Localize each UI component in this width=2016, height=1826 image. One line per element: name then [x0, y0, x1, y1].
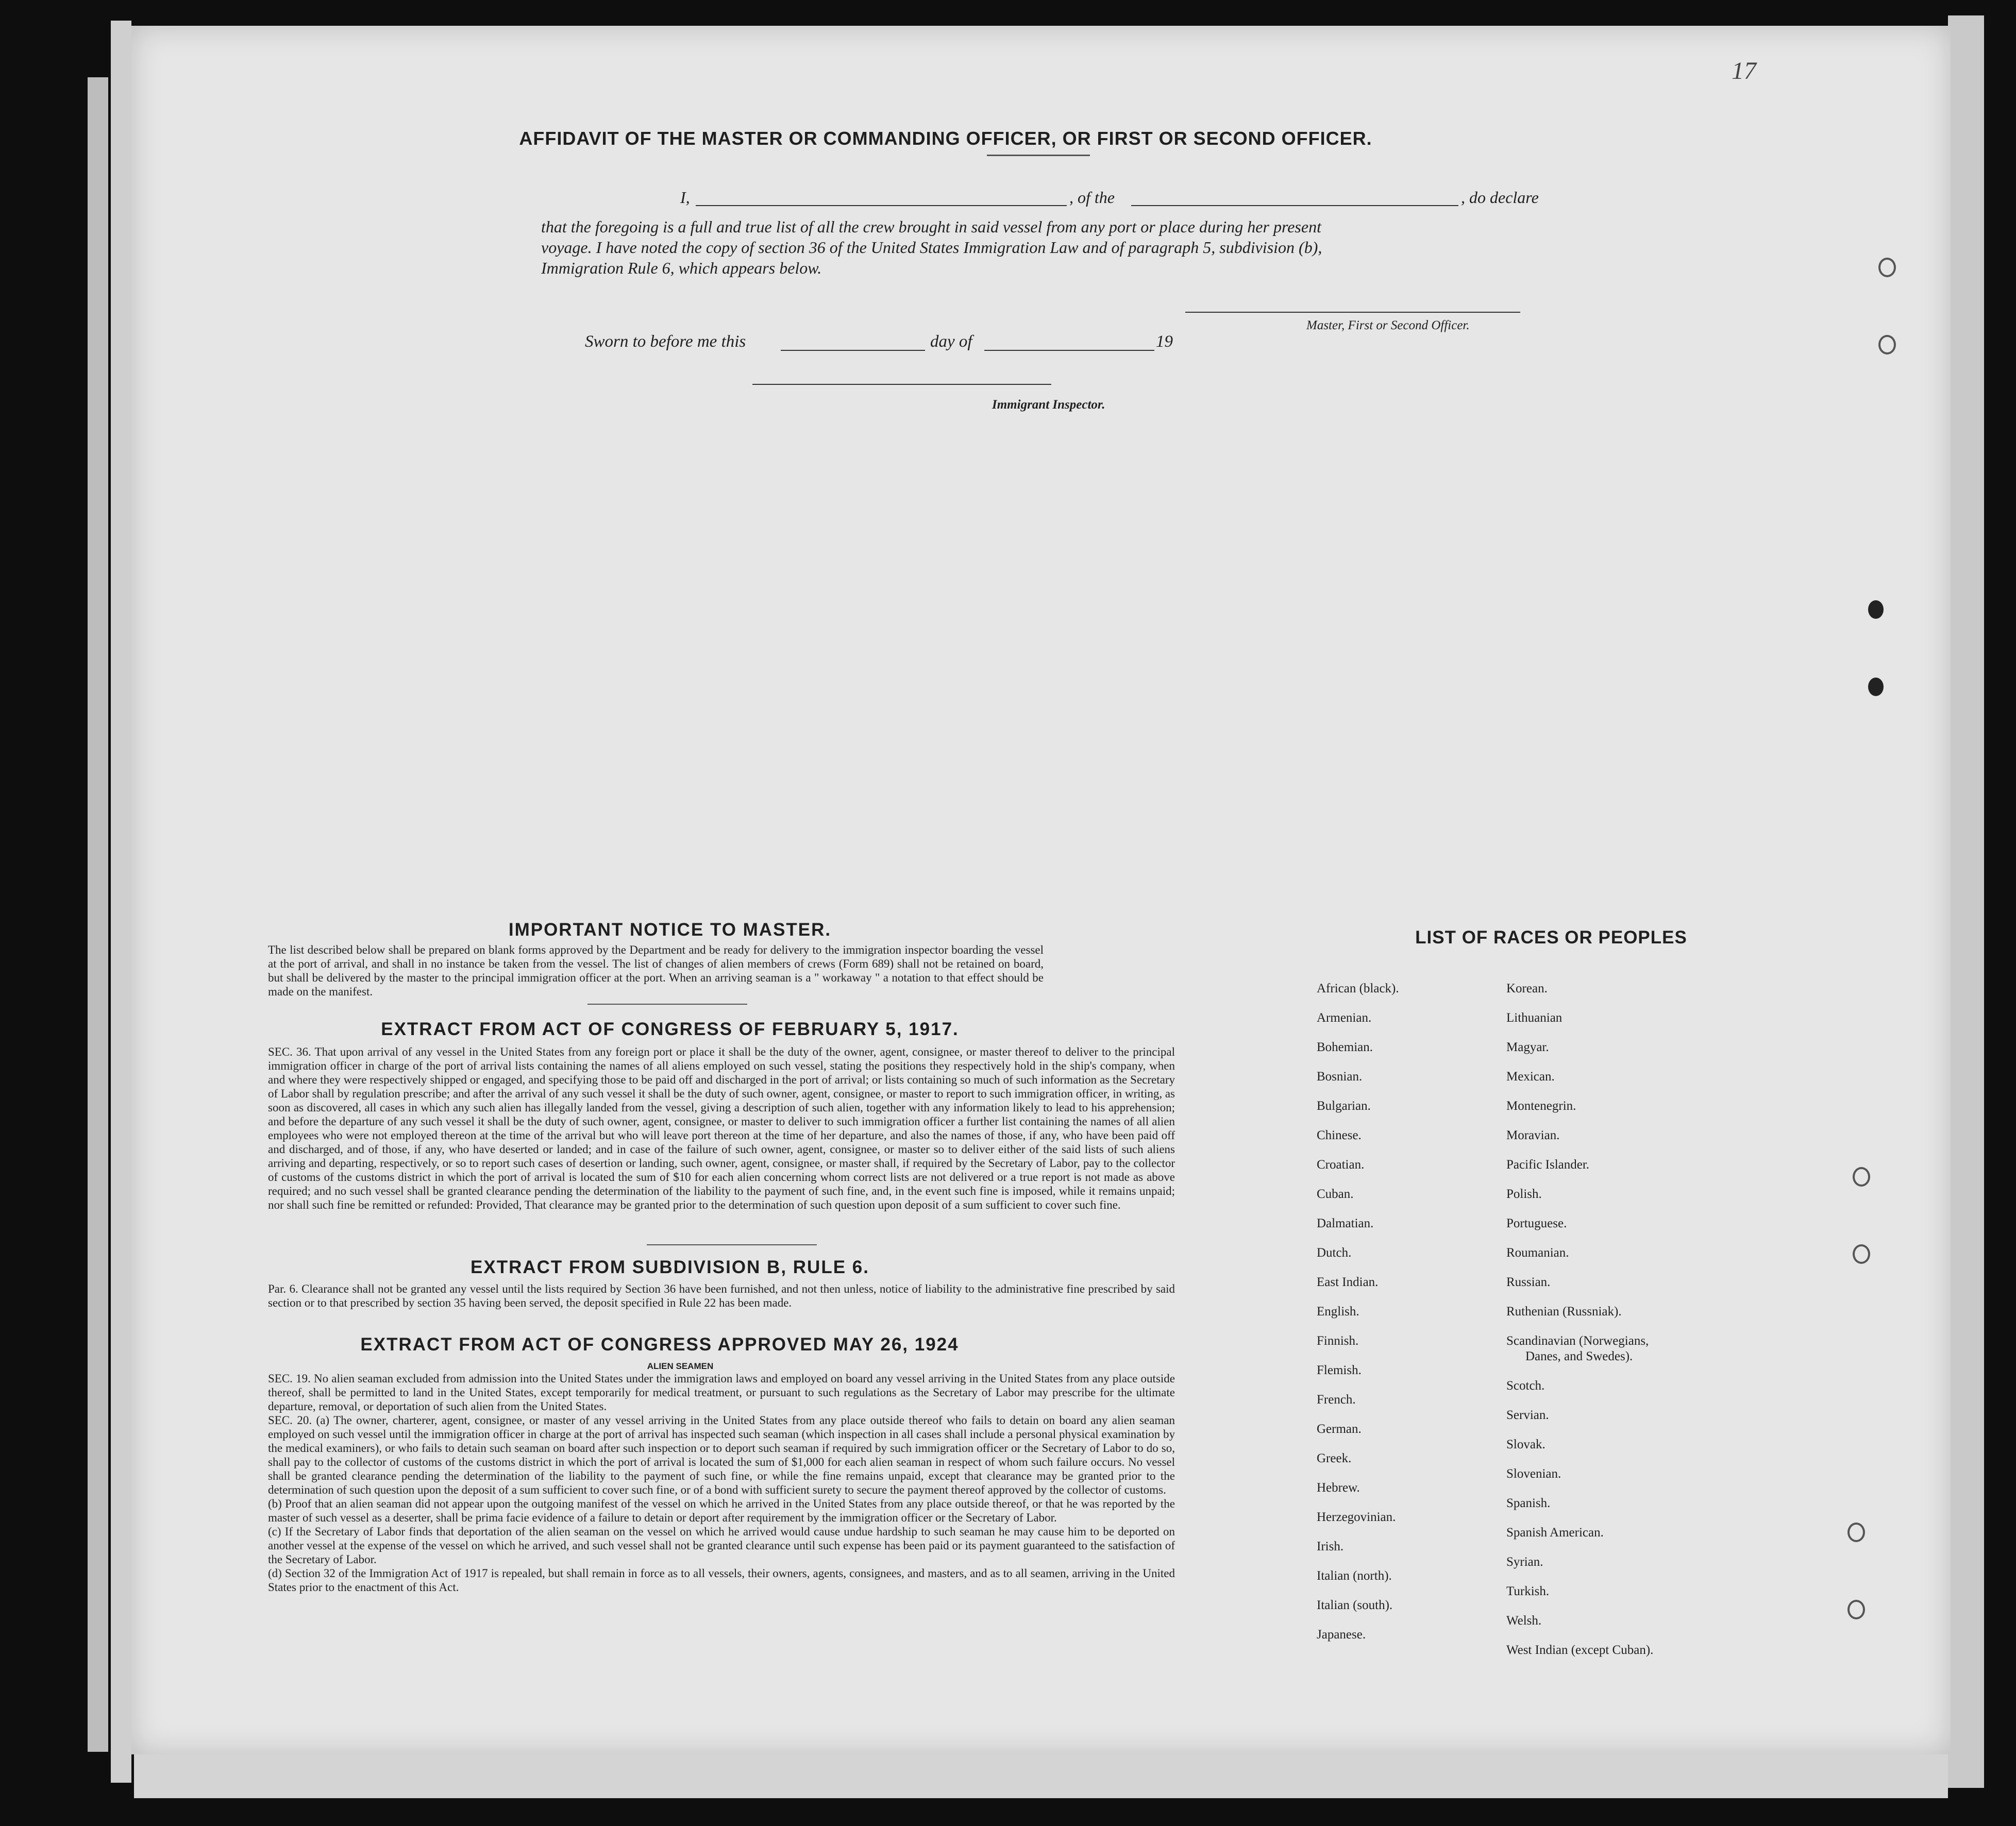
race-right: Pacific Islander.	[1506, 1158, 1590, 1172]
affidavit-of-the: , of the	[1069, 188, 1115, 207]
notice-body: The list described below shall be prepared on blank forms approved by the Department and be ready for delivery to the immigration inspector boarding the vessel at the port of arrival, and shall in no instance be taken from the vessel. The list of changes of alien members of crews (Form 689) shall not be retained on board, but shall be delivered by the master to the principal immigration officer at the port. When an arriving seaman is a " workaway " a notation to that effect should be made on the manifest.	[268, 943, 1044, 998]
race-left: Bulgarian.	[1317, 1099, 1371, 1113]
sworn-date-blank[interactable]	[781, 350, 925, 351]
master-name-blank[interactable]	[696, 205, 1067, 206]
race-left: Italian (north).	[1317, 1569, 1392, 1583]
race-left: English.	[1317, 1305, 1359, 1318]
race-right: Syrian.	[1506, 1555, 1543, 1569]
binder-hole-icon	[1878, 335, 1896, 354]
race-right: Moravian.	[1506, 1128, 1560, 1142]
race-right: Scandinavian (Norwegians,	[1506, 1334, 1649, 1348]
paper-edge-right	[1948, 15, 1984, 1788]
race-left: Herzegovinian.	[1317, 1510, 1396, 1524]
paper-edge-left	[88, 77, 108, 1752]
race-left: African (black).	[1317, 982, 1399, 995]
race-left: Dalmatian.	[1317, 1216, 1374, 1230]
race-left: Croatian.	[1317, 1158, 1365, 1172]
race-right: West Indian (except Cuban).	[1506, 1643, 1654, 1657]
extract-1917-rule	[647, 1244, 817, 1245]
sworn-year: 19	[1156, 332, 1173, 351]
affidavit-line-1	[541, 188, 1675, 211]
race-left: Bosnian.	[1317, 1070, 1363, 1084]
binder-hole-icon	[1868, 678, 1884, 696]
race-left: Hebrew.	[1317, 1481, 1360, 1495]
binder-hole-icon	[1847, 1600, 1865, 1619]
sworn-day: day of	[930, 332, 972, 351]
inspector-signature-line[interactable]	[752, 384, 1051, 385]
document-page	[131, 26, 1951, 1754]
race-left: Bohemian.	[1317, 1040, 1373, 1054]
vessel-name-blank[interactable]	[1131, 205, 1458, 206]
binder-hole-icon	[1868, 600, 1884, 619]
extract-1924-subtitle: ALIEN SEAMEN	[647, 1361, 714, 1371]
race-left: Japanese.	[1317, 1628, 1366, 1642]
paper-edge-bottom	[134, 1752, 1948, 1798]
extract-1917-title: EXTRACT FROM ACT OF CONGRESS OF FEBRUARY 5, 1917.	[381, 1019, 959, 1039]
race-left: Dutch.	[1317, 1246, 1352, 1260]
race-right: Magyar.	[1506, 1040, 1549, 1054]
extract-1917-body: SEC. 36. That upon arrival of any vessel in the United States from any foreign port or place it shall be the duty of the owner, agent, consignee, or master thereof to deliver to the principal immigration officer in charge of the port of arrival lists containing the names of all aliens employed on such vessel, stating the positions they respectively hold in the ship's company, when and where they were respectively shipped or engaged, and specifying those to be paid off and discharged in the port of arrival; or lists containing so much of such information as the Secretary of Labor shall by regulation prescribe; and after the arrival of any such vessel it shall be the duty of such owner, agent, consignee, or master to report to such immigration officer, in writing, as soon as discovered, all cases in which any such alien has illegally landed from the vessel, giving a description of such alien, together with any information likely to lead to his apprehension; and before the departure of any such vessel it shall be the duty of such owner, agent, consignee, or master to deliver to such immigration officer a further list containing the names of all alien employees who were not employed thereon at the time of the arrival but who will leave port thereon at the time of her departure, and also the names of those, if any, who have been paid off and discharged, and of those, if any, who have deserted or landed; and in case of the failure of such owner, agent, consignee, or master so to deliver either of the said lists of such aliens arriving and departing, respectively, or so to report such cases of desertion or landing, such owner, agent, consignee, or master shall, if required by the Secretary of Labor, pay to the collector of customs of the customs district in which the port of arrival is located the sum of $10 for each alien concerning whom correct lists are not delivered or a true report is not made as above required; and no such vessel shall be granted clearance pending the determination of the liability to the payment of such fine, and, in the event such fine is imposed, while it remains unpaid; nor shall such fine be remitted or refunded: Provided, That clearance may be granted prior to the determination of such question upon deposit of a sum sufficient to cover such fine.	[268, 1045, 1175, 1211]
race-left: Armenian.	[1317, 1011, 1372, 1025]
affidavit-line-4: Immigration Rule 6, which appears below.	[541, 259, 822, 277]
race-left: French.	[1317, 1393, 1356, 1407]
race-left: Flemish.	[1317, 1363, 1362, 1377]
race-left: German.	[1317, 1422, 1362, 1436]
sworn-text: Sworn to before me this	[585, 332, 746, 351]
binder-hole-icon	[1878, 258, 1896, 277]
race-right: Slovenian.	[1506, 1467, 1561, 1481]
race-right: Servian.	[1506, 1408, 1549, 1422]
affidavit-i: I,	[680, 188, 690, 207]
extract-1924-body: SEC. 19. No alien seaman excluded from admission into the United States under the immigration laws and employed on board any vessel arriving in the United States from any place outside thereof, shall be permitted to land in the United States, except temporarily for medical treatment, or pursuant to such regulations as the Secretary of Labor may prescribe for the ultimate departure, removal, or deportation of such alien from the United States. SEC. 20. (a) The owner, charterer, agent, consignee, or master of any vessel arriving in the United States from any place outside thereof who fails to detain on board any alien seaman employed on such vessel until the immigration officer in charge at the port of arrival has inspected such seaman (which inspection in all cases shall include a personal physical examination by the medical examiners), or who fails to detain such seaman on board after such inspection or to deport such seaman if required by such immigration officer or the Secretary of Labor to do so, shall pay to the collector of customs of the customs district in which the port of arrival is located the sum of $1,000 for each alien seaman in respect of whom such failure occurs. No vessel shall be granted clearance pending the determination of the liability to the payment of such fine, or while the fine remains unpaid, except that clearance may be granted prior to the determination of such question upon the deposit of a sum sufficient to cover such fine, or of a bond with sufficient surety to secure the payment thereof approved by the collector of customs. (b) Proof that an alien seaman did not appear upon the outgoing manifest of the vessel on which he arrived in the United States from any place outside thereof, or that he was reported by the master of such vessel as a deserter, shall be prima facie evidence of a failure to detain or deport after requirement by the immigration officer or the Secretary of Labor. (c) If the Secretary of Labor finds that deportation of the alien seaman on the vessel on which he arrived would cause undue hardship to such seaman he may cause him to be deported on another vessel at the expense of the vessel on which he arrived, and such vessel shall not be granted clearance until such expense has been paid or its payment guaranteed to the satisfaction of the Secretary of Labor. (d) Section 32 of the Immigration Act of 1917 is repealed, but shall remain in force as to all vessels, their owners, agents, consignees, and masters, and as to all seamen, arriving in the United States prior to the enactment of this Act.	[268, 1372, 1175, 1594]
race-right: Roumanian.	[1506, 1246, 1569, 1260]
race-right: Korean.	[1506, 982, 1548, 995]
affidavit-line-2: that the foregoing is a full and true list of all the crew brought in said vessel from any port or place during her present	[541, 217, 1321, 236]
paper-edge-left-2	[111, 21, 131, 1783]
race-left: Chinese.	[1317, 1128, 1362, 1142]
master-signature-line[interactable]	[1185, 312, 1520, 313]
affidavit-line-3: voyage. I have noted the copy of section 36 of the United States Immigration Law and of paragraph 5, subdivision (b),	[541, 238, 1322, 257]
affidavit-title-rule	[987, 155, 1090, 156]
master-signature-label: Master, First or Second Officer.	[1306, 318, 1470, 332]
race-right: Turkish.	[1506, 1584, 1550, 1598]
race-left: East Indian.	[1317, 1275, 1379, 1289]
race-right: Spanish.	[1506, 1496, 1551, 1510]
notice-title: IMPORTANT NOTICE TO MASTER.	[508, 920, 832, 940]
race-left: Finnish.	[1317, 1334, 1359, 1348]
race-left: Irish.	[1317, 1540, 1344, 1553]
corner-mark: 17	[1732, 57, 1756, 84]
race-right: Ruthenian (Russniak).	[1506, 1305, 1622, 1318]
race-left: Greek.	[1317, 1451, 1352, 1465]
race-left: Italian (south).	[1317, 1598, 1393, 1612]
race-right: Mexican.	[1506, 1070, 1555, 1084]
race-right: Portuguese.	[1506, 1216, 1567, 1230]
race-right: Slovak.	[1506, 1438, 1545, 1451]
sworn-month-blank[interactable]	[984, 350, 1154, 351]
affidavit-declare: , do declare	[1461, 188, 1539, 207]
races-title: LIST OF RACES OR PEOPLES	[1415, 927, 1687, 948]
race-right: Russian.	[1506, 1275, 1551, 1289]
race-right: Scotch.	[1506, 1379, 1545, 1393]
notice-rule	[587, 1004, 747, 1005]
race-right: Danes, and Swedes).	[1525, 1349, 1633, 1363]
inspector-label: Immigrant Inspector.	[992, 398, 1105, 412]
race-right: Polish.	[1506, 1187, 1542, 1201]
race-left: Cuban.	[1317, 1187, 1354, 1201]
race-right: Welsh.	[1506, 1614, 1542, 1628]
extract-1924-title: EXTRACT FROM ACT OF CONGRESS APPROVED MAY 26, 1924	[360, 1334, 959, 1355]
race-right: Spanish American.	[1506, 1526, 1604, 1540]
affidavit-title: AFFIDAVIT OF THE MASTER OR COMMANDING OFFICER, OR FIRST OR SECOND OFFICER.	[519, 128, 1372, 149]
extract-rule6-title: EXTRACT FROM SUBDIVISION B, RULE 6.	[471, 1257, 869, 1277]
binder-hole-icon	[1853, 1167, 1870, 1187]
race-right: Lithuanian	[1506, 1011, 1563, 1025]
extract-rule6-body: Par. 6. Clearance shall not be granted any vessel until the lists required by Section 36 have been furnished, and not then unless, notice of liability to the administrative fine prescribed by said section or to that prescribed by section 35 having been served, the deposit specified in Rule 22 has been made.	[268, 1282, 1175, 1309]
race-right: Montenegrin.	[1506, 1099, 1576, 1113]
binder-hole-icon	[1847, 1523, 1865, 1542]
sworn-line	[585, 332, 1255, 355]
bleed-through-area	[131, 428, 1951, 891]
binder-hole-icon	[1853, 1244, 1870, 1264]
